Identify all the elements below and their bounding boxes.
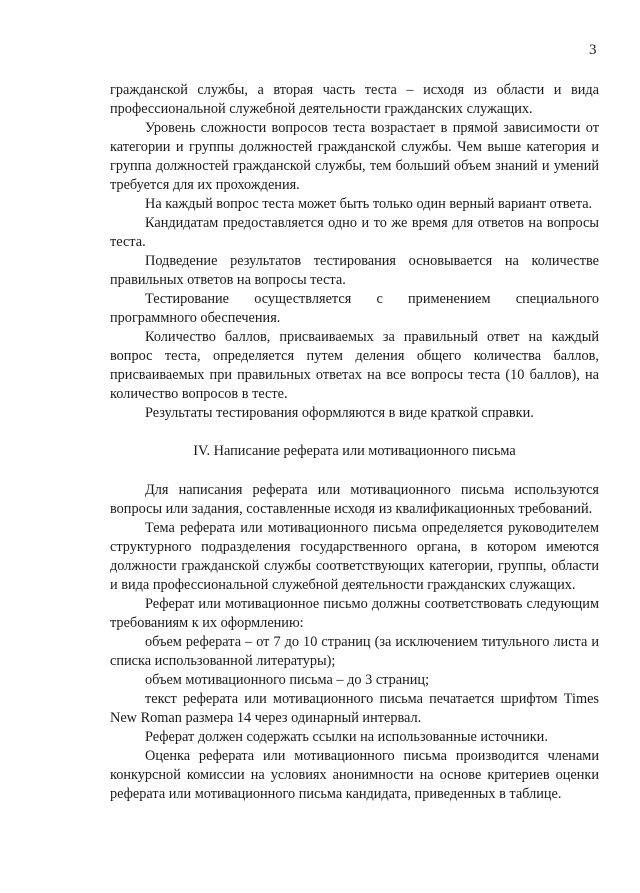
paragraph: Уровень сложности вопросов теста возрастает в прямой зависимости от категории и группы должностей гражданской службы. Чем выше категория и группа должностей гражданской службы, тем больший объем знаний и умений требуется для их прохождения. xyxy=(110,120,599,193)
list-item: текст реферата или мотивационного письма печатается шрифтом Times New Roman размера 14 через одинарный интервал. xyxy=(110,691,599,726)
paragraph: Количество баллов, присваиваемых за правильный ответ на каждый вопрос теста, определяется путем деления общего количества баллов, присваиваемых при правильных ответах на все вопросы теста (10 баллов), на количество вопросов в тесте. xyxy=(110,329,599,402)
paragraph: Реферат должен содержать ссылки на использованные источники. xyxy=(145,729,548,745)
document-body xyxy=(110,81,599,804)
paragraph: Реферат или мотивационное письмо должны соответствовать следующим требованиям к их оформлению: xyxy=(110,596,599,631)
paragraph: гражданской службы, а вторая часть теста – исходя из области и вида профессиональной служебной деятельности гражданских служащих. xyxy=(110,82,599,117)
paragraph: Для написания реферата или мотивационного письма используются вопросы или задания, составленные исходя из квалификационных требований. xyxy=(110,482,599,517)
page-number: 3 xyxy=(589,42,597,58)
paragraph: Оценка реферата или мотивационного письма производится членами конкурсной комиссии на условиях анонимности на основе критериев оценки реферата или мотивационного письма кандидата, приведенных в таблице. xyxy=(110,748,599,802)
list-item: объем реферата – от 7 до 10 страниц (за исключением титульного листа и списка использованной литературы); xyxy=(110,634,599,669)
section-heading: IV. Написание реферата или мотивационного письма xyxy=(193,443,516,459)
paragraph: Кандидатам предоставляется одно и то же время для ответов на вопросы теста. xyxy=(110,215,599,250)
paragraph: Результаты тестирования оформляются в виде краткой справки. xyxy=(145,405,534,421)
paragraph: На каждый вопрос теста может быть только один верный вариант ответа. xyxy=(145,196,593,212)
paragraph: Подведение результатов тестирования основывается на количестве правильных ответов на вопросы теста. xyxy=(110,253,599,288)
paragraph: Тема реферата или мотивационного письма определяется руководителем структурного подразделения государственного органа, в котором имеются должности гражданской службы соответствующих категории, группы, области и вида профессиональной служебной деятельности гражданских служащих. xyxy=(110,520,599,593)
paragraph: Тестирование осуществляется с применением специального программного обеспечения. xyxy=(110,291,599,326)
list-item: объем мотивационного письма – до 3 страниц; xyxy=(145,672,430,688)
